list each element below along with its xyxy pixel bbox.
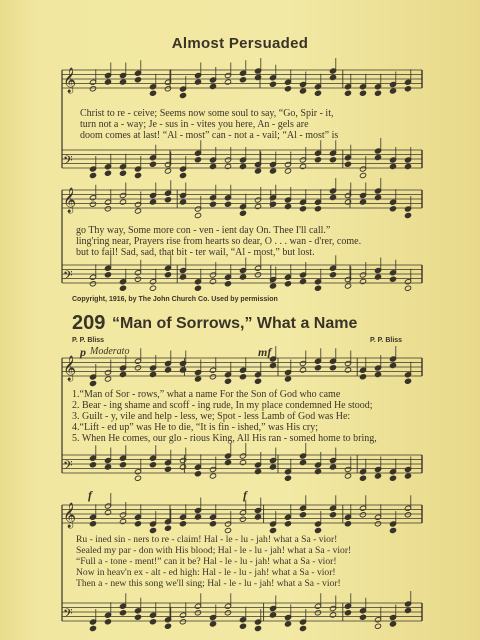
note-head (389, 88, 396, 94)
note-head (374, 371, 381, 377)
note-head (254, 74, 261, 80)
note-head (239, 516, 246, 522)
note-head (104, 79, 111, 85)
note-head (359, 475, 366, 481)
note-head (89, 380, 96, 386)
note-head (314, 468, 321, 474)
note-head (239, 210, 246, 216)
note-head (149, 371, 156, 377)
note-head (134, 521, 141, 527)
note-head (149, 199, 156, 205)
note-head (104, 272, 111, 278)
note-head (179, 619, 186, 625)
note-head (359, 374, 366, 380)
author-credit: P. P. Bliss (72, 337, 105, 344)
note-head (164, 272, 171, 278)
note-head (284, 168, 291, 174)
note-head (299, 512, 306, 518)
note-head (89, 462, 96, 468)
note-head (239, 77, 246, 83)
note-head (104, 619, 111, 625)
treble-clef-icon: 𝄞 (63, 503, 77, 528)
note-head (314, 206, 321, 212)
note-head (359, 199, 366, 205)
note-head (149, 285, 156, 291)
note-head (209, 374, 216, 380)
note-head (164, 525, 171, 531)
note-head (389, 475, 396, 481)
dynamic-mf: mf (258, 345, 272, 359)
note-head (284, 86, 291, 92)
note-head (224, 378, 231, 384)
note-head (299, 367, 306, 373)
hymn-title-man-of-sorrows: “Man of Sorrows,” What a Name (112, 315, 358, 332)
note-head (179, 172, 186, 178)
note-head (374, 194, 381, 200)
note-head (284, 376, 291, 382)
note-head (269, 168, 276, 174)
verse-line: 1.“Man of Sor - rows,” what a name For the Son of God who came (72, 389, 341, 400)
note-head (344, 367, 351, 373)
note-head (224, 79, 231, 85)
refrain-line: Now in heav'n ex - alt - ed high: Hal - le - lu - jah! what a Sa - vior! (76, 567, 336, 578)
note-head (284, 475, 291, 481)
refrain-block (76, 534, 426, 589)
note-head (389, 527, 396, 533)
note-head (224, 163, 231, 169)
note-head (119, 462, 126, 468)
note-head (164, 86, 171, 92)
note-head (314, 527, 321, 533)
note-head (284, 521, 291, 527)
note-head (329, 272, 336, 278)
note-head (299, 206, 306, 212)
lyric-line: ling'ring near, Prayers rise from hearts so dear, O . . . wan - d'rer, come. (76, 236, 362, 247)
hymn-title-almost-persuaded: Almost Persuaded (171, 35, 309, 52)
note-head (134, 614, 141, 620)
note-head (224, 527, 231, 533)
note-head (329, 365, 336, 371)
note-head (254, 272, 261, 278)
note-head (239, 374, 246, 380)
composer-credit: P. P. Bliss (370, 337, 403, 344)
note-head (284, 621, 291, 627)
note-head (119, 371, 126, 377)
note-head (209, 163, 216, 169)
lyric-line: doom comes at last! “Al - most” can - not a - vail; “Al - most” is (80, 130, 339, 141)
note-head (119, 518, 126, 524)
note-head (194, 157, 201, 163)
note-head (344, 521, 351, 527)
note-head (89, 201, 96, 207)
lyrics-block-1 (80, 108, 420, 141)
note-head (374, 623, 381, 629)
note-head (209, 201, 216, 207)
note-head (389, 163, 396, 169)
note-head (179, 199, 186, 205)
note-head (104, 509, 111, 515)
note-head (104, 464, 111, 470)
note-head (404, 607, 411, 613)
verses-block (72, 389, 422, 444)
note-head (134, 172, 141, 178)
verse-line: 4.“Lift - ed up” was He to die, “It is fin - ished,” was His cry; (72, 422, 319, 433)
dynamic-p: p (80, 345, 86, 359)
note-head (164, 623, 171, 629)
note-head (269, 81, 276, 87)
note-head (269, 527, 276, 533)
note-head (404, 163, 411, 169)
note-head (89, 281, 96, 287)
treble-clef-icon: 𝄞 (63, 356, 77, 381)
note-head (404, 212, 411, 218)
note-head (284, 281, 291, 287)
note-head (149, 619, 156, 625)
note-head (404, 512, 411, 518)
note-head (344, 283, 351, 289)
note-head (119, 199, 126, 205)
note-head (209, 83, 216, 89)
note-head (314, 365, 321, 371)
note-head (344, 473, 351, 479)
note-head (314, 285, 321, 291)
note-head (299, 278, 306, 284)
note-head (329, 612, 336, 618)
note-head (179, 274, 186, 280)
note-head (404, 473, 411, 479)
lyric-line: go Thy way, Some more con - ven - ient day On. Thee I'll call.” (76, 225, 331, 236)
bass-clef-icon: 𝄢 (63, 606, 73, 624)
note-head (149, 161, 156, 167)
note-head (299, 88, 306, 94)
lyrics-block-2 (76, 225, 416, 258)
note-head (404, 378, 411, 384)
note-head (209, 521, 216, 527)
note-head (89, 521, 96, 527)
note-head (224, 201, 231, 207)
note-head (374, 473, 381, 479)
note-head (119, 170, 126, 176)
note-head (359, 278, 366, 284)
note-head (314, 610, 321, 616)
note-head (194, 79, 201, 85)
note-head (224, 281, 231, 287)
note-head (164, 466, 171, 472)
note-head (359, 172, 366, 178)
lyric-line: turn not a - way; Je - sus in - vites you here, An - gels are (80, 119, 309, 130)
copyright-notice: Copyright, 1916, by The John Church Co. Used by permission (72, 296, 278, 303)
note-head (89, 86, 96, 92)
note-head (359, 614, 366, 620)
note-head (194, 514, 201, 520)
note-head (179, 92, 186, 98)
note-head (389, 362, 396, 368)
note-head (254, 168, 261, 174)
note-head (374, 154, 381, 160)
note-head (254, 468, 261, 474)
bass-clef-icon: 𝄢 (63, 458, 73, 476)
note-head (209, 621, 216, 627)
note-head (374, 274, 381, 280)
note-head (194, 610, 201, 616)
note-head (194, 212, 201, 218)
note-head (224, 459, 231, 465)
note-head (194, 285, 201, 291)
note-head (134, 77, 141, 83)
note-head (164, 367, 171, 373)
verse-line: 2. Bear - ing shame and scoff - ing rude, In my place condemned He stood; (72, 400, 373, 411)
note-head (269, 362, 276, 368)
note-head (209, 473, 216, 479)
bass-clef-icon: 𝄢 (63, 268, 73, 286)
note-head (149, 90, 156, 96)
note-head (239, 459, 246, 465)
note-head (404, 86, 411, 92)
note-head (134, 365, 141, 371)
refrain-line: Ru - ined sin - ners to re - claim! Hal - le - lu - jah! what a Sa - vior! (76, 534, 338, 545)
note-head (374, 90, 381, 96)
note-head (314, 157, 321, 163)
note-head (104, 206, 111, 212)
lyric-line: but to fail! Sad, sad, that bit - ter wail, “Al - most,” but lost. (76, 247, 315, 258)
note-head (389, 621, 396, 627)
refrain-line: Then a - new this song we'll sing; Hal - le - lu - jah! what a Sa - vior! (76, 578, 341, 589)
note-head (299, 459, 306, 465)
note-head (329, 157, 336, 163)
bass-clef-icon: 𝄢 (63, 153, 73, 171)
note-head (254, 378, 261, 384)
verse-line: 3. Guilt - y, vile and help - less, we; Spot - less Lamb of God was He: (72, 411, 351, 422)
note-head (254, 203, 261, 209)
note-head (134, 475, 141, 481)
note-head (344, 610, 351, 616)
note-head (314, 90, 321, 96)
note-head (179, 521, 186, 527)
note-head (239, 623, 246, 629)
note-head (329, 194, 336, 200)
note-head (299, 625, 306, 631)
note-head (254, 514, 261, 520)
note-head (119, 79, 126, 85)
treble-clef-icon: 𝄞 (63, 68, 77, 93)
note-head (104, 170, 111, 176)
note-head (269, 283, 276, 289)
note-head (404, 285, 411, 291)
note-head (284, 203, 291, 209)
note-head (344, 199, 351, 205)
note-head (119, 610, 126, 616)
note-head (344, 161, 351, 167)
note-head (344, 90, 351, 96)
note-head (239, 163, 246, 169)
note-head (164, 197, 171, 203)
note-head (329, 512, 336, 518)
note-head (179, 367, 186, 373)
note-head (224, 610, 231, 616)
tempo-marking: Moderato (90, 346, 130, 357)
note-head (209, 278, 216, 284)
note-head (329, 464, 336, 470)
note-head (239, 274, 246, 280)
refrain-line: “Full a - tone - ment!” can it be? Hal - le - lu - jah! what a Sa - vior! (76, 556, 337, 567)
note-head (194, 471, 201, 477)
note-head (389, 206, 396, 212)
note-head (149, 462, 156, 468)
note-head (359, 512, 366, 518)
note-head (149, 527, 156, 533)
note-head (359, 90, 366, 96)
dynamic-f-2: f (243, 488, 247, 502)
note-head (134, 208, 141, 214)
note-head (389, 276, 396, 282)
note-head (134, 276, 141, 282)
note-head (164, 168, 171, 174)
hymn-number: 209 (72, 312, 106, 334)
note-head (89, 625, 96, 631)
treble-clef-icon: 𝄞 (63, 188, 77, 213)
note-head (299, 163, 306, 169)
note-head (89, 172, 96, 178)
note-head (269, 464, 276, 470)
note-head (194, 376, 201, 382)
refrain-line: Sealed my par - don with His blood; Hal - le - lu - jah! what a Sa - vior! (76, 545, 352, 556)
verse-line: 5. When He comes, our glo - rious King, All His ran - somed home to bring, (72, 433, 377, 444)
note-head (179, 464, 186, 470)
note-head (329, 74, 336, 80)
lyric-line: Christ to re - ceive; Seems now some soul to say, “Go, Spir - it, (80, 108, 334, 119)
note-head (269, 612, 276, 618)
note-head (374, 521, 381, 527)
note-head (119, 285, 126, 291)
note-head (104, 376, 111, 382)
note-head (254, 625, 261, 631)
dynamic-f-1: f (88, 488, 92, 502)
